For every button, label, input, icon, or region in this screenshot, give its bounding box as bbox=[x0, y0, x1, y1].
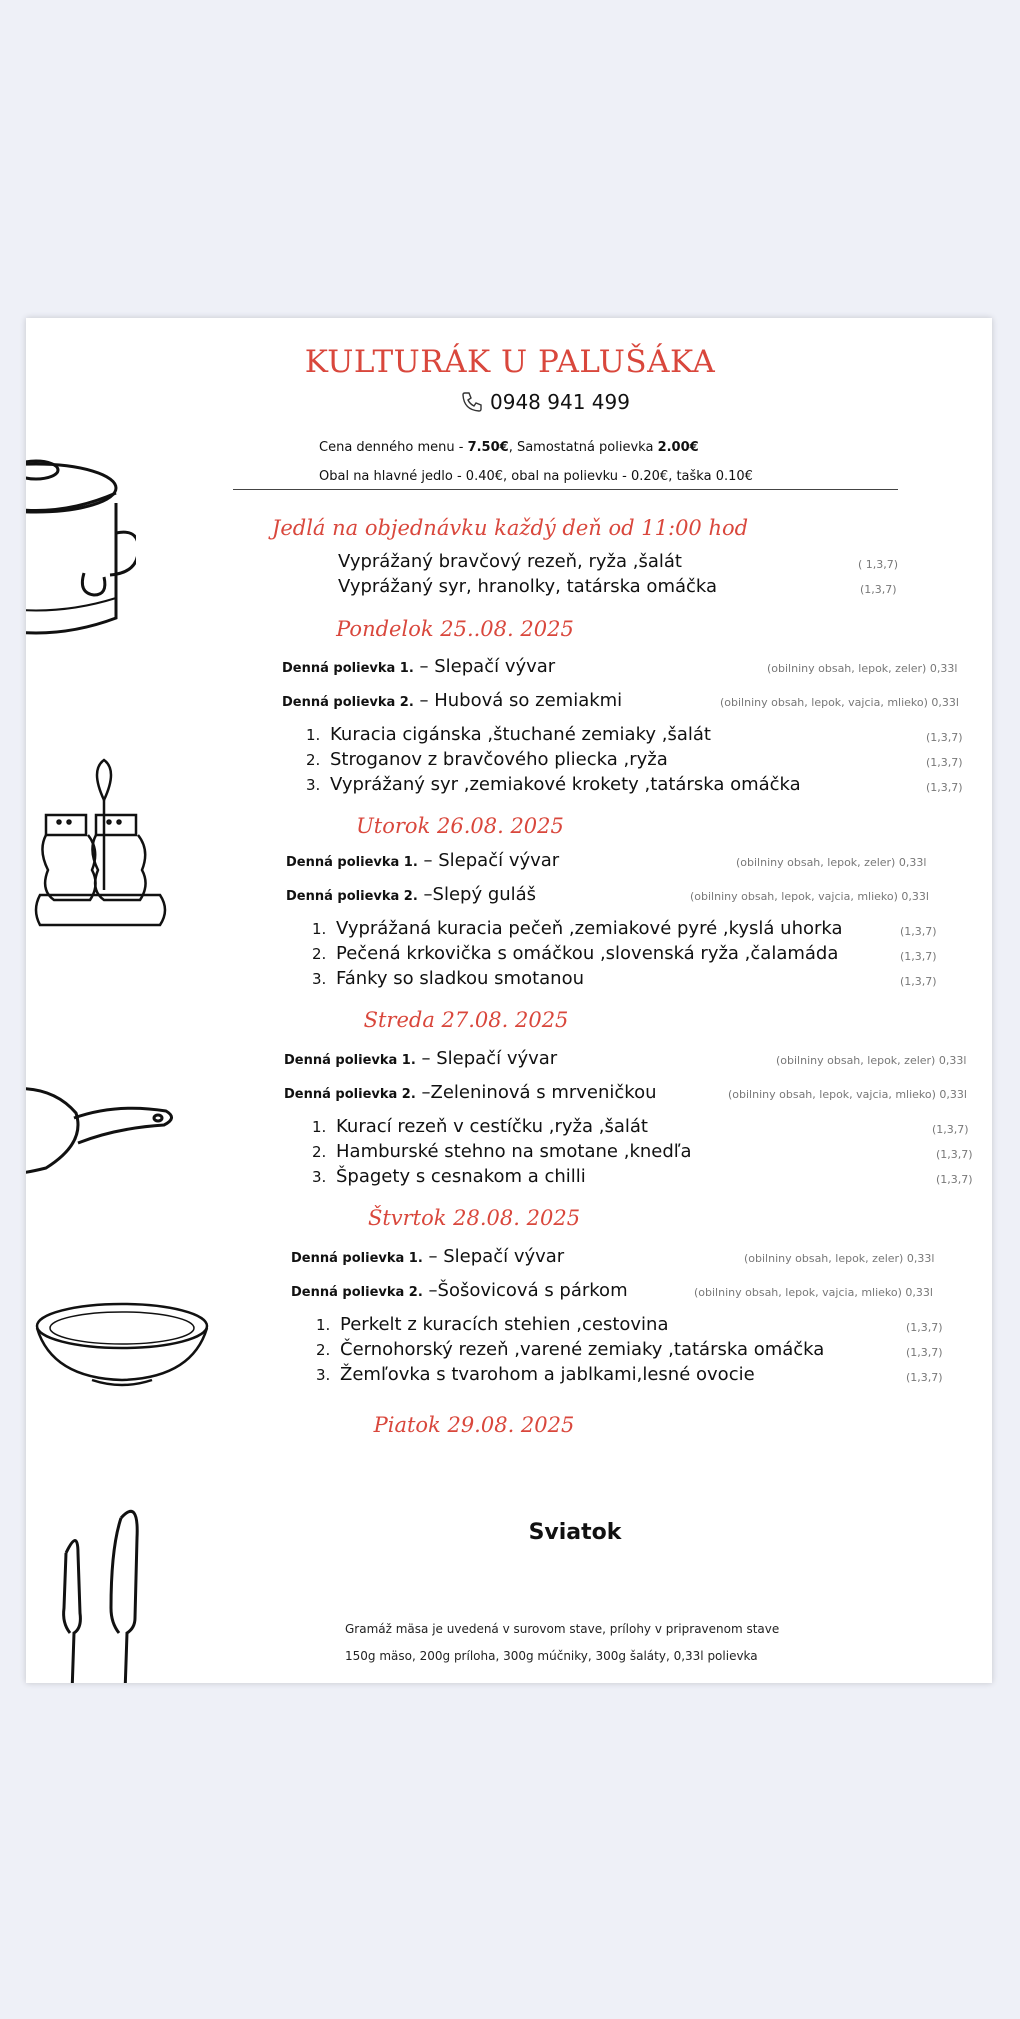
always-heading: Jedlá na objednávku každý deň od 11:00 hod bbox=[271, 516, 749, 540]
wednesday-soup-2-allergens: (obilniny obsah, lepok, vajcia, mlieko) 0,33l bbox=[728, 1088, 967, 1101]
item-number: 3. bbox=[306, 776, 321, 794]
wednesday-item-2-allergens: (1,3,7) bbox=[936, 1148, 973, 1161]
item-number: 1. bbox=[316, 1316, 331, 1334]
item-name: Špagety s cesnakom a chilli bbox=[336, 1166, 586, 1187]
day-heading-tuesday: Utorok 26.08. 2025 bbox=[356, 814, 564, 838]
item-number: 2. bbox=[306, 751, 321, 769]
soup-name: – Slepačí vývar bbox=[422, 1246, 565, 1267]
item-name: Vyprážaná kuracia pečeň ,zemiakové pyré ,kyslá uhorka bbox=[336, 918, 843, 939]
item-name: Kurací rezeň v cestíčku ,ryža ,šalát bbox=[336, 1116, 648, 1137]
tuesday-item-3 bbox=[312, 968, 584, 989]
restaurant-title: KULTURÁK U PALUŠÁKA bbox=[304, 344, 716, 380]
monday-item-1 bbox=[306, 724, 711, 745]
monday-soup-2-allergens: (obilniny obsah, lepok, vajcia, mlieko) 0,33l bbox=[720, 696, 959, 709]
tuesday-soup-1-allergens: (obilniny obsah, lepok, zeler) 0,33l bbox=[736, 856, 927, 869]
wednesday-item-3 bbox=[312, 1166, 586, 1187]
phone-number: 0948 941 499 bbox=[490, 390, 630, 414]
soup-name: –Slepý guláš bbox=[417, 884, 537, 905]
tuesday-soup-2-allergens: (obilniny obsah, lepok, vajcia, mlieko) 0,33l bbox=[690, 890, 929, 903]
item-number: 2. bbox=[316, 1341, 331, 1359]
item-name: Hamburské stehno na smotane ,knedľa bbox=[336, 1141, 692, 1162]
soup-label: Denná polievka 1. bbox=[291, 1251, 423, 1266]
menu-price: 7.50€ bbox=[467, 440, 509, 455]
day-heading-wednesday: Streda 27.08. 2025 bbox=[363, 1008, 569, 1032]
thursday-item-1 bbox=[316, 1314, 668, 1335]
thursday-item-2-allergens: (1,3,7) bbox=[906, 1346, 943, 1359]
soup-label: Denná polievka 1. bbox=[286, 855, 418, 870]
item-number: 1. bbox=[312, 1118, 327, 1136]
item-name: Vyprážaný syr ,zemiakové krokety ,tatárska omáčka bbox=[330, 774, 801, 795]
item-number: 3. bbox=[312, 970, 327, 988]
always-item-1: Vyprážaný bravčový rezeň, ryža ,šalát bbox=[338, 551, 682, 572]
soup-name: –Šošovicová s párkom bbox=[422, 1280, 628, 1301]
price-label: Cena denného menu - bbox=[319, 440, 468, 455]
tuesday-item-1-allergens: (1,3,7) bbox=[900, 925, 937, 938]
always-item-2-allergens: (1,3,7) bbox=[860, 583, 897, 596]
item-number: 1. bbox=[306, 726, 321, 744]
item-name: Fánky so sladkou smotanou bbox=[336, 968, 585, 989]
wednesday-item-1-allergens: (1,3,7) bbox=[932, 1123, 969, 1136]
soup-price-label: , Samostatná polievka bbox=[508, 440, 658, 455]
tuesday-item-1 bbox=[312, 918, 843, 939]
monday-item-2 bbox=[306, 749, 668, 770]
monday-item-3-allergens: (1,3,7) bbox=[926, 781, 963, 794]
tuesday-item-3-allergens: (1,3,7) bbox=[900, 975, 937, 988]
soup-label: Denná polievka 1. bbox=[284, 1053, 416, 1068]
wednesday-item-3-allergens: (1,3,7) bbox=[936, 1173, 973, 1186]
item-number: 3. bbox=[312, 1168, 327, 1186]
thursday-item-1-allergens: (1,3,7) bbox=[906, 1321, 943, 1334]
soup-label: Denná polievka 2. bbox=[286, 889, 418, 904]
monday-item-3 bbox=[306, 774, 801, 795]
tuesday-soup-2 bbox=[286, 884, 536, 905]
wednesday-item-1 bbox=[312, 1116, 648, 1137]
monday-item-2-allergens: (1,3,7) bbox=[926, 756, 963, 769]
day-heading-friday: Piatok 29.08. 2025 bbox=[373, 1413, 575, 1437]
footer-note-2: 150g mäso, 200g príloha, 300g múčniky, 300g šaláty, 0,33l polievka bbox=[345, 1649, 758, 1663]
soup-price: 2.00€ bbox=[657, 440, 699, 455]
soup-name: –Zeleninová s mrveničkou bbox=[415, 1082, 657, 1103]
thursday-item-3-allergens: (1,3,7) bbox=[906, 1371, 943, 1384]
thursday-soup-1 bbox=[291, 1246, 564, 1267]
footer-note-1: Gramáž mäsa je uvedená v surovom stave, prílohy v pripravenom stave bbox=[345, 1622, 780, 1636]
soup-name: – Slepačí vývar bbox=[417, 850, 560, 871]
always-item-2: Vyprážaný syr, hranolky, tatárska omáčka bbox=[338, 576, 718, 597]
price-line bbox=[319, 440, 699, 455]
soup-label: Denná polievka 1. bbox=[282, 661, 414, 676]
wednesday-item-2 bbox=[312, 1141, 692, 1162]
monday-soup-1-allergens: (obilniny obsah, lepok, zeler) 0,33l bbox=[767, 662, 958, 675]
tuesday-item-2-allergens: (1,3,7) bbox=[900, 950, 937, 963]
item-name: Stroganov z bravčového pliecka ,ryža bbox=[330, 749, 668, 770]
soup-label: Denná polievka 2. bbox=[282, 695, 414, 710]
soup-name: – Slepačí vývar bbox=[413, 656, 556, 677]
wednesday-soup-1-allergens: (obilniny obsah, lepok, zeler) 0,33l bbox=[776, 1054, 967, 1067]
thursday-item-2 bbox=[316, 1339, 824, 1360]
monday-soup-1 bbox=[282, 656, 555, 677]
wednesday-soup-1 bbox=[284, 1048, 557, 1069]
item-name: Černohorský rezeň ,varené zemiaky ,tatárska omáčka bbox=[340, 1339, 825, 1360]
soup-label: Denná polievka 2. bbox=[284, 1087, 416, 1102]
item-name: Pečená krkovička s omáčkou ,slovenská ryža ,čalamáda bbox=[336, 943, 839, 964]
always-item-1-allergens: ( 1,3,7) bbox=[858, 558, 899, 571]
thursday-item-3 bbox=[316, 1364, 755, 1385]
day-heading-monday: Pondelok 25..08. 2025 bbox=[336, 617, 574, 641]
divider bbox=[233, 489, 898, 490]
item-number: 2. bbox=[312, 945, 327, 963]
soup-name: – Hubová so zemiakmi bbox=[413, 690, 623, 711]
day-heading-thursday: Štvrtok 28.08. 2025 bbox=[367, 1206, 581, 1230]
frying-pan-icon bbox=[26, 1073, 176, 1183]
thursday-soup-2-allergens: (obilniny obsah, lepok, vajcia, mlieko) 0,33l bbox=[694, 1286, 933, 1299]
phone-icon bbox=[460, 390, 484, 414]
monday-soup-2 bbox=[282, 690, 622, 711]
thursday-soup-1-allergens: (obilniny obsah, lepok, zeler) 0,33l bbox=[744, 1252, 935, 1265]
soup-label: Denná polievka 2. bbox=[291, 1285, 423, 1300]
item-number: 1. bbox=[312, 920, 327, 938]
soup-name: – Slepačí vývar bbox=[415, 1048, 558, 1069]
wednesday-soup-2 bbox=[284, 1082, 657, 1103]
salt-pepper-shakers-icon bbox=[34, 750, 184, 940]
thursday-soup-2 bbox=[291, 1280, 628, 1301]
item-name: Kuracia cigánska ,štuchané zemiaky ,šalát bbox=[330, 724, 711, 745]
monday-item-1-allergens: (1,3,7) bbox=[926, 731, 963, 744]
bowl-icon bbox=[32, 1298, 212, 1398]
holiday-note: Sviatok bbox=[528, 1520, 622, 1545]
item-number: 3. bbox=[316, 1366, 331, 1384]
phone-line[interactable] bbox=[460, 390, 630, 414]
tuesday-soup-1 bbox=[286, 850, 559, 871]
packaging-line: Obal na hlavné jedlo - 0.40€, obal na polievku - 0.20€, taška 0.10€ bbox=[319, 469, 753, 484]
item-number: 2. bbox=[312, 1143, 327, 1161]
item-name: Perkelt z kuracích stehien ,cestovina bbox=[340, 1314, 669, 1335]
tuesday-item-2 bbox=[312, 943, 838, 964]
item-name: Žemľovka s tvarohom a jablkami,lesné ovocie bbox=[340, 1364, 755, 1385]
